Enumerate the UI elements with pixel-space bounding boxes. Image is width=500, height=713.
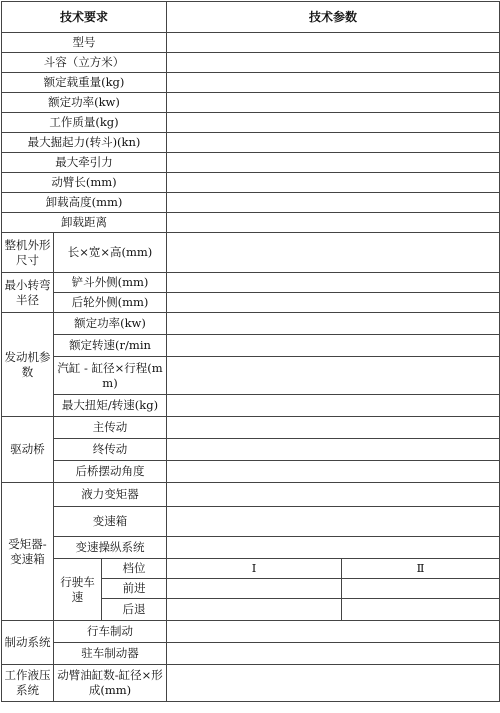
group-label-hydraulic: 工作液压系统 [2, 665, 54, 702]
reverse-gear-i-value [167, 599, 342, 621]
spec-value [167, 483, 500, 507]
spec-value [167, 507, 500, 537]
group-label-drive-axle: 驱动桥 [2, 417, 54, 483]
spec-value [167, 53, 500, 73]
spec-value [167, 439, 500, 461]
spec-value [167, 643, 500, 665]
spec-label: 最大扭矩/转速(kg) [54, 395, 167, 417]
reverse-label: 后退 [102, 599, 167, 621]
forward-gear-ii-value [342, 579, 500, 599]
spec-row-working-mass [2, 113, 500, 133]
gear-i-header: Ⅰ [167, 559, 342, 579]
spec-value [167, 113, 500, 133]
spec-value [167, 665, 500, 702]
forward-gear-i-value [167, 579, 342, 599]
spec-row-engine-speed [2, 335, 500, 357]
forward-label: 前进 [102, 579, 167, 599]
spec-row-rated-power [2, 93, 500, 113]
spec-row-boom-length [2, 173, 500, 193]
spec-label: 卸载高度(mm) [2, 193, 167, 213]
spec-row-engine-cylinder [2, 357, 500, 395]
spec-row-traction [2, 153, 500, 173]
spec-row-bucket-capacity [2, 53, 500, 73]
spec-row-torque-converter [2, 483, 500, 507]
spec-row-final-drive [2, 439, 500, 461]
spec-value [167, 313, 500, 335]
spec-label: 额定功率(kw) [2, 93, 167, 113]
spec-label: 额定载重量(kg) [2, 73, 167, 93]
spec-label: 铲斗外侧(mm) [54, 273, 167, 293]
group-label-brake: 制动系统 [2, 621, 54, 665]
spec-label: 变速箱 [54, 507, 167, 537]
header-requirements: 技术要求 [2, 2, 167, 33]
spec-row-engine-power [2, 313, 500, 335]
spec-label: 后轮外侧(mm) [54, 293, 167, 313]
spec-row-breakout-force [2, 133, 500, 153]
spec-row-shift-control [2, 537, 500, 559]
spec-sheet [1, 1, 499, 712]
spec-value [167, 273, 500, 293]
spec-row-dump-height [2, 193, 500, 213]
spec-row-overall-size [2, 233, 500, 273]
spec-label: 型号 [2, 33, 167, 53]
spec-value [167, 395, 500, 417]
spec-value [167, 537, 500, 559]
reverse-gear-ii-value [342, 599, 500, 621]
spec-label: 行车制动 [54, 621, 167, 643]
speed-gear-header-row [2, 559, 500, 579]
spec-row-main-drive [2, 417, 500, 439]
spec-label: 动臂长(mm) [2, 173, 167, 193]
spec-value [167, 621, 500, 643]
spec-label: 汽缸 - 缸径×行程(mm) [54, 357, 167, 395]
spec-row-rear-axle-swing [2, 461, 500, 483]
spec-label: 最大牵引力 [2, 153, 167, 173]
spec-row-service-brake [2, 621, 500, 643]
spec-table [1, 1, 500, 702]
spec-label: 卸载距离 [2, 213, 167, 233]
spec-value [167, 357, 500, 395]
gear-label: 档位 [102, 559, 167, 579]
spec-row-engine-torque [2, 395, 500, 417]
spec-row-dump-reach [2, 213, 500, 233]
spec-label: 动臂油缸数-缸径×形成(mm) [54, 665, 167, 702]
spec-value [167, 193, 500, 213]
gear-ii-header: Ⅱ [342, 559, 500, 579]
spec-value [167, 133, 500, 153]
spec-label: 终传动 [54, 439, 167, 461]
spec-row-model [2, 33, 500, 53]
spec-row-gearbox [2, 507, 500, 537]
spec-label: 最大掘起力(转斗)(kn) [2, 133, 167, 153]
spec-row-parking-brake [2, 643, 500, 665]
spec-label: 斗容（立方米） [2, 53, 167, 73]
spec-value [167, 93, 500, 113]
spec-row-wheel-outside [2, 293, 500, 313]
spec-value [167, 461, 500, 483]
spec-value [167, 233, 500, 273]
spec-label: 驻车制动器 [54, 643, 167, 665]
spec-label: 主传动 [54, 417, 167, 439]
spec-value [167, 73, 500, 93]
spec-value [167, 173, 500, 193]
spec-row-rated-load [2, 73, 500, 93]
header-row [2, 2, 500, 33]
spec-value [167, 293, 500, 313]
spec-value [167, 417, 500, 439]
spec-label: 额定转速(r/min [54, 335, 167, 357]
group-label-engine: 发动机参数 [2, 313, 54, 417]
spec-label: 工作质量(kg) [2, 113, 167, 133]
spec-label: 变速操纵系统 [54, 537, 167, 559]
spec-label: 额定功率(kw) [54, 313, 167, 335]
group-label-overall-size: 整机外形尺寸 [2, 233, 54, 273]
spec-label: 长×宽×高(mm) [54, 233, 167, 273]
spec-value [167, 213, 500, 233]
spec-row-bucket-outside [2, 273, 500, 293]
spec-label: 液力变矩器 [54, 483, 167, 507]
spec-label: 后桥摆动角度 [54, 461, 167, 483]
speed-group-label: 行驶车速 [54, 559, 102, 621]
header-parameters: 技术参数 [167, 2, 500, 33]
spec-value [167, 33, 500, 53]
spec-value [167, 153, 500, 173]
spec-row-boom-cylinder [2, 665, 500, 702]
group-label-turning-radius: 最小转弯半径 [2, 273, 54, 313]
group-label-transmission: 受矩器-变速箱 [2, 483, 54, 621]
spec-value [167, 335, 500, 357]
